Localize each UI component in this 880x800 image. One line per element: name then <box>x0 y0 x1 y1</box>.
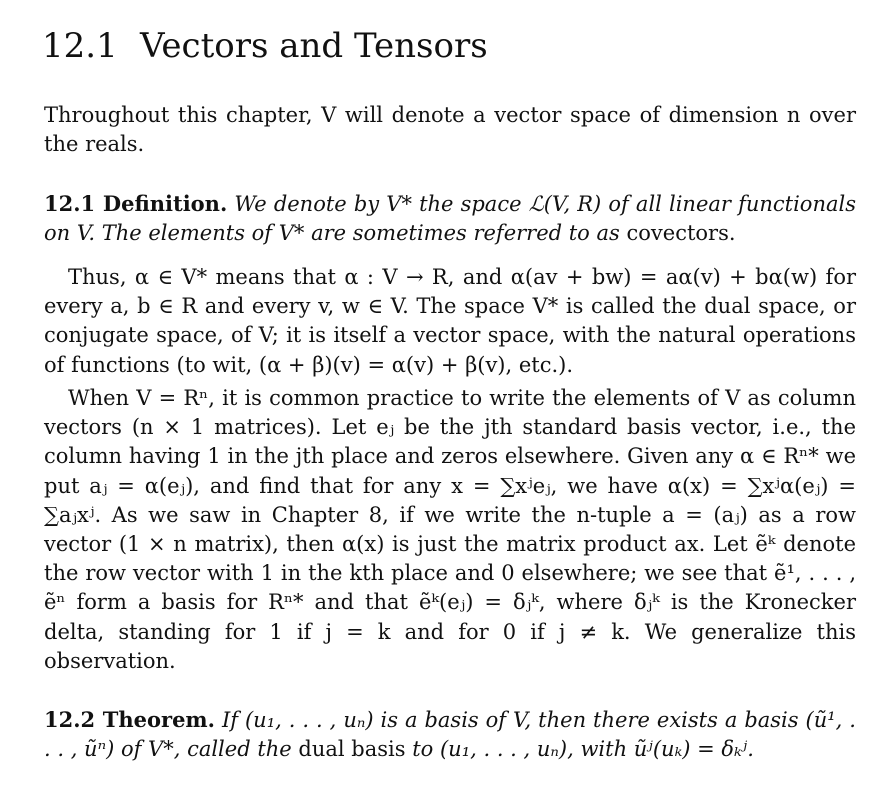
theorem-12-2 <box>44 705 856 764</box>
definition-term: covectors. <box>626 221 736 246</box>
section-number: 12.1 <box>42 26 118 66</box>
definition-label: 12.1 Definition. <box>44 191 228 216</box>
theorem-label: 12.2 Theorem. <box>44 707 215 732</box>
theorem-text: If (u₁, . . . , uₙ) is a basis of V, then there exists a basis (ũ¹, . . . , ũⁿ) of V*, called the <box>44 708 856 762</box>
rn-example-paragraph: When V = Rⁿ, it is common practice to write the elements of V as column vectors (n × 1 matrices). Let eⱼ be the jth standard basis vector, i.e., the column having 1 in the jth place and zeros elsewhere. Given any α ∈ Rⁿ* we put aⱼ = α(eⱼ), and find that for any x = ∑xʲeⱼ, we have α(x) = ∑xʲα(eⱼ) = ∑aⱼxʲ. As we saw in Chapter 8, if we write the n-tuple a = (aⱼ) as a row vector (1 × n matrix), then α(x) is just the matrix product ax. Let ẽᵏ denote the row vector with 1 in the kth place and 0 elsewhere; we see that ẽ¹, . . . , ẽⁿ form a basis for Rⁿ* and that ẽᵏ(eⱼ) = δⱼᵏ, where δⱼᵏ is the Kronecker delta, standing for 1 if j = k and for 0 if j ≠ k. We generalize this observation. <box>44 386 856 673</box>
section-title: Vectors and Tensors <box>140 26 488 66</box>
definition-12-1 <box>44 189 856 248</box>
intro-paragraph: Throughout this chapter, V will denote a vector space of dimension n over the reals. <box>44 103 856 157</box>
dual-space-paragraph: Thus, α ∈ V* means that α : V → R, and α(av + bw) = aα(v) + bα(w) for every a, b ∈ R and every v, w ∈ V. The space V* is called the dual space, or conjugate space, of V; it is itself a vector space, with the natural operations of functions (to wit, (α + β)(v) = α(v) + β(v), etc.). <box>44 265 856 377</box>
theorem-term: dual basis <box>298 737 406 762</box>
theorem-text-end: to (u₁, . . . , uₙ), with ũʲ(uₖ) = δₖʲ. <box>412 737 754 762</box>
section-heading <box>42 26 862 66</box>
definition-text: We denote by V* the space ℒ(V, R) of all linear functionals on V. The elements of V* are sometimes referred to as <box>44 192 856 246</box>
